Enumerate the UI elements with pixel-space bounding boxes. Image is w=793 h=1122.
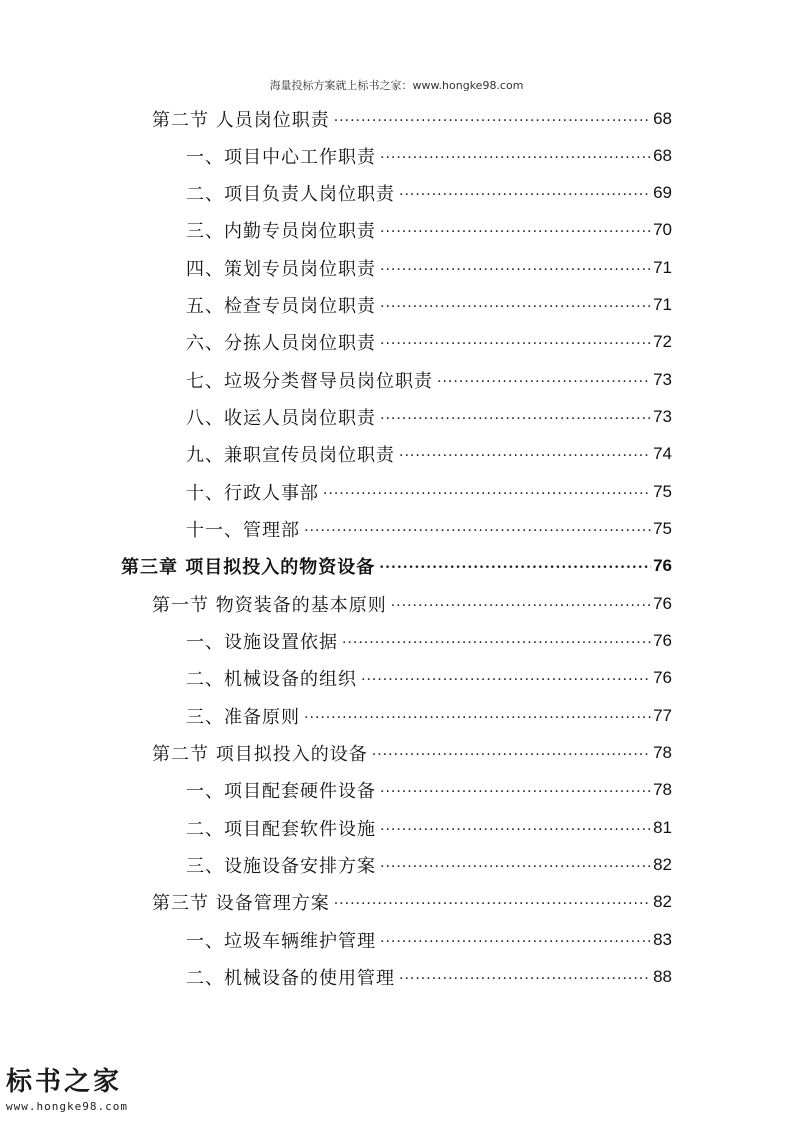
leader-dots — [380, 332, 651, 348]
toc-entry-label: 一、项目配套硬件设备 — [186, 780, 376, 802]
toc-entry[interactable] — [186, 398, 672, 435]
leader-dots — [380, 146, 651, 162]
toc-entry[interactable] — [186, 771, 672, 808]
toc-entry[interactable] — [186, 211, 672, 248]
toc-entry-page: 76 — [653, 630, 672, 650]
leader-dots — [380, 220, 651, 236]
toc-entry-label: 六、分拣人员岗位职责 — [186, 332, 376, 354]
toc-entry-label: 二、机械设备的使用管理 — [186, 967, 395, 989]
toc-entry-page: 77 — [653, 705, 672, 725]
toc-entry-label: 一、项目中心工作职责 — [186, 146, 376, 168]
toc-entry[interactable] — [186, 809, 672, 846]
toc-entry[interactable] — [186, 323, 672, 360]
toc-entry-page: 74 — [653, 443, 672, 463]
leader-dots — [380, 295, 651, 311]
leader-dots — [304, 519, 651, 535]
toc-entry-label: 三、准备原则 — [186, 706, 300, 728]
toc-entry-label: 三、内勤专员岗位职责 — [186, 220, 376, 242]
footer-logo — [6, 1068, 166, 1113]
toc-entry-label: 第二节 人员岗位职责 — [152, 109, 330, 131]
logo-title: 标书之家 — [6, 1067, 123, 1097]
toc-entry[interactable] — [186, 361, 672, 398]
leader-dots — [437, 370, 651, 386]
toc-entry-page: 78 — [653, 779, 672, 799]
toc-entry-page: 69 — [653, 182, 672, 202]
leader-dots — [391, 594, 651, 610]
toc-entry-page: 72 — [653, 331, 672, 351]
toc-entry[interactable] — [186, 921, 672, 958]
toc-entry-label: 第二节 项目拟投入的设备 — [152, 743, 368, 765]
toc-entry-page: 73 — [653, 369, 672, 389]
toc-entry-label: 九、兼职宣传员岗位职责 — [186, 444, 395, 466]
toc-entry[interactable] — [186, 473, 672, 510]
leader-dots — [399, 183, 651, 199]
toc-entry[interactable] — [186, 249, 672, 286]
leader-dots — [380, 930, 651, 946]
toc-entry[interactable] — [186, 846, 672, 883]
leader-dots — [304, 706, 651, 722]
toc-entry[interactable] — [186, 435, 672, 472]
toc-entry-page: 81 — [653, 817, 672, 837]
leader-dots — [379, 556, 651, 572]
toc-entry-page: 83 — [653, 929, 672, 949]
toc-entry-label: 一、设施设置依据 — [186, 631, 338, 653]
leader-dots — [361, 668, 651, 684]
leader-dots — [399, 444, 651, 460]
toc-entry-page: 82 — [653, 891, 672, 911]
toc-entry-page: 68 — [653, 108, 672, 128]
toc-entry[interactable] — [152, 734, 672, 771]
leader-dots — [334, 892, 651, 908]
toc-entry-label: 一、垃圾车辆维护管理 — [186, 930, 376, 952]
leader-dots — [380, 407, 651, 423]
toc-entry[interactable] — [186, 286, 672, 323]
toc-entry-label: 十一、管理部 — [186, 519, 300, 541]
toc-entry[interactable] — [186, 958, 672, 995]
toc-entry-label: 二、机械设备的组织 — [186, 668, 357, 690]
toc-entry-label: 第三章 项目拟投入的物资设备 — [121, 556, 376, 578]
leader-dots — [380, 855, 651, 871]
toc-entry[interactable] — [186, 137, 672, 174]
toc-entry-page: 76 — [653, 555, 672, 575]
toc-entry-page: 75 — [653, 518, 672, 538]
toc-entry[interactable] — [186, 659, 672, 696]
toc-entry-page: 73 — [653, 406, 672, 426]
logo-url: www.hongke98.com — [6, 1100, 128, 1113]
toc-entry-page: 76 — [653, 667, 672, 687]
toc-entry-page: 71 — [653, 257, 672, 277]
toc-entry-label: 七、垃圾分类督导员岗位职责 — [186, 370, 433, 392]
toc-entry-page: 70 — [653, 219, 672, 239]
leader-dots — [380, 258, 651, 274]
toc-entry-label: 第一节 物资装备的基本原则 — [152, 594, 387, 616]
toc-entry-page: 71 — [653, 294, 672, 314]
toc-entry-page: 68 — [653, 145, 672, 165]
toc-entry-label: 五、检查专员岗位职责 — [186, 295, 376, 317]
leader-dots — [399, 967, 651, 983]
toc-entry-page: 75 — [653, 481, 672, 501]
toc-entry[interactable] — [152, 100, 672, 137]
toc-entry[interactable] — [186, 622, 672, 659]
toc-chapter-entry[interactable] — [121, 547, 672, 584]
toc-entry[interactable] — [152, 883, 672, 920]
page-header: 海量投标方案就上标书之家：www.hongke98.com — [269, 79, 524, 92]
toc-entry-label: 八、收运人员岗位职责 — [186, 407, 376, 429]
toc-entry-label: 三、设施设备安排方案 — [186, 855, 376, 877]
leader-dots — [380, 818, 651, 834]
toc-entry[interactable] — [152, 585, 672, 622]
toc-entry-label: 四、策划专员岗位职责 — [186, 258, 376, 280]
toc-entry-label: 第三节 设备管理方案 — [152, 892, 330, 914]
leader-dots — [380, 780, 651, 796]
toc-entry-page: 76 — [653, 593, 672, 613]
toc-entry-page: 82 — [653, 854, 672, 874]
leader-dots — [323, 482, 651, 498]
leader-dots — [342, 631, 651, 647]
toc-entry-label: 十、行政人事部 — [186, 482, 319, 504]
toc-entry[interactable] — [186, 510, 672, 547]
toc-entry-page: 78 — [653, 742, 672, 762]
leader-dots — [334, 109, 651, 125]
toc-entry[interactable] — [186, 697, 672, 734]
toc-entry-page: 88 — [653, 966, 672, 986]
toc-entry[interactable] — [186, 174, 672, 211]
leader-dots — [372, 743, 651, 759]
toc-entry-label: 二、项目负责人岗位职责 — [186, 183, 395, 205]
toc-entry-label: 二、项目配套软件设施 — [186, 818, 376, 840]
